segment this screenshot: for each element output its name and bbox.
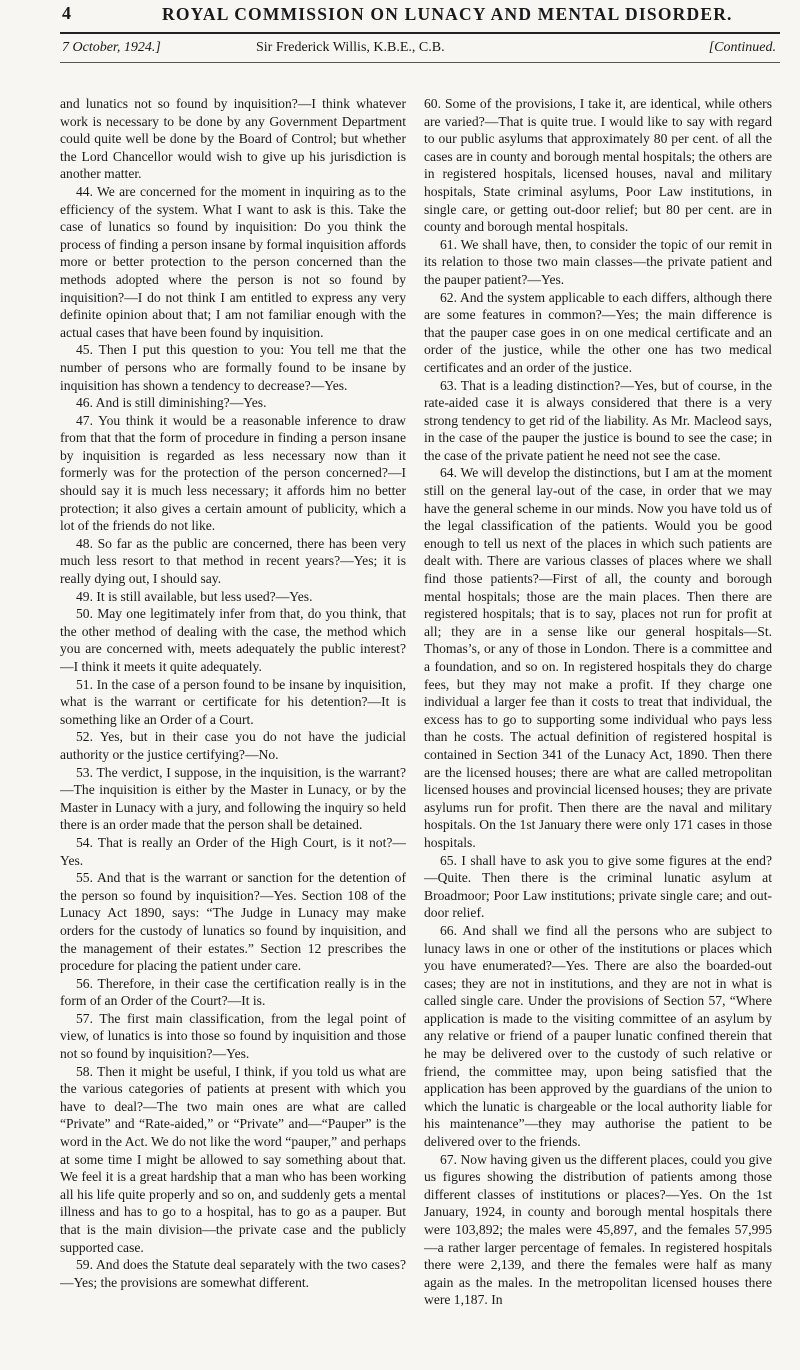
paragraph: 57. The first main classification, from the legal point of view, of lunatics is into those so found by inquisition and those not so found by inquisition?—Yes. xyxy=(60,1010,406,1062)
paragraph: 48. So far as the public are concerned, there has been very much less resort to that method in recent years?—Yes; it is really dying out, I should say. xyxy=(60,535,406,587)
right-text-column xyxy=(424,95,772,1363)
paragraph: 67. Now having given us the different places, could you give us figures showing the distribution of patients among those different classes of institutions or places?—Yes. On the 1st January, 1924, in county and borough mental hospitals there were 103,892; the males were 45,897, and the females 57,995—a rather larger percentage of females. In registered hospitals there were 2,139, and there the females were half as many again as the males. In the metropolitan licensed houses there were 1,187. In xyxy=(424,1151,772,1308)
subheader-rule xyxy=(60,62,780,63)
paragraph: 54. That is really an Order of the High Court, is it not?—Yes. xyxy=(60,834,406,868)
paragraph: 56. Therefore, in their case the certification really is in the form of an Order of the Court?—It is. xyxy=(60,975,406,1009)
paragraph: 63. That is a leading distinction?—Yes, but of course, in the rate-aided case it is always considered that there is a very strong tendency to get rid of the liability. As Mr. Macleod says, in the case of the pauper the justice is bound to see the case; in the case of the private patient he need not see the case. xyxy=(424,377,772,463)
paragraph: 45. Then I put this question to you: You tell me that the number of persons who are formally found to be insane by inquisition has shown a tendency to decrease?—Yes. xyxy=(60,342,406,393)
paragraph: 55. And that is the warrant or sanction for the detention of the person so found by inquisition?—Yes. Section 108 of the Lunacy Act 1890, says: “The Judge in Lunacy may make orders for the custody of lunatics so found by inquisition, and the management of their estates.” Section 12 prescribes the procedure for placing the patient under care. xyxy=(60,870,406,974)
paragraph: 64. We will develop the distinctions, but I am at the moment still on the general lay-out of the case, in order that we may have the general scheme in our minds. Now you have told us of the legal classification of the patients. Would you be good enough to tell us next of the places in which such patients are dealt with. There are various classes of places where we shall find those patients?—First of all, the county and borough mental hospitals; those are the main places. Then there are registered hospitals; that is to say, places not run for profit at all; they are in a sense like our general hospitals—St. Thomas’s, or any of those in London. There is a committee and a foundation, and so on. In registered hospitals they do charge fees, but they may not make a profit. If they charge one individual a larger fee than it costs to treat that individual, the excess has to go to supporting some individual who pays less than he costs. The actual definition of registered hospital is contained in Section 341 of the Lunacy Act, 1890. Then there are the licensed houses; there are what are called metropolitan licensed houses and provincial licensed houses; they are private asylums run for profit. Then there are the naval and military hospitals. On the 1st January there were only 171 cases in those hospitals. xyxy=(424,465,772,850)
header-rule xyxy=(60,32,780,34)
paragraph: 60. Some of the provisions, I take it, are identical, while others are varied?—That is quite true. I would like to say with regard to our public asylums that approximately 80 per cent. of all the cases are in county and borough mental hospitals; the others are in registered hospitals, licensed houses, naval and military hospitals, State criminal asylums, Poor Law institutions, in single care, or getting out-door relief; but 80 per cent. are in county and borough mental hospitals. xyxy=(424,96,772,235)
paragraph: 59. And does the Statute deal separately with the two cases?—Yes; the provisions are somewhat different. xyxy=(60,1257,406,1290)
session-date: 7 October, 1924.] xyxy=(62,40,161,55)
paragraph: 52. Yes, but in their case you do not have the judicial authority or the justice certifying?—No. xyxy=(60,729,406,762)
continued-marker: [Continued. xyxy=(708,40,776,55)
left-text-column xyxy=(60,95,406,1363)
page-header xyxy=(0,0,800,90)
paragraph: 62. And the system applicable to each differs, although there are some features in common?—Yes; the main difference is that the pauper case goes in on one medical certificate and an order of the justice, while the other one has two medical certificates and an order of the justice. xyxy=(424,289,772,375)
paragraph: 65. I shall have to ask you to give some figures at the end?—Quite. Then there is the criminal lunatic asylum at Broadmoor; Poor Law institutions; private single care; and out-door relief. xyxy=(424,852,772,921)
paragraph: 47. You think it would be a reasonable inference to draw from that that the form of procedure in finding a person insane by inquisition is regarded as less necessary now than it formerly was for the protection of the person concerned?—I should say it is much less necessary; it affords him no better protection; it also gives a certain amount of publicity, which a lot of the friends do not like. xyxy=(60,412,406,534)
paragraph: 58. Then it might be useful, I think, if you told us what are the various categories of patients at present with which you have to deal?—The two main ones are what are called “Private” and “Rate-aided,” or “Private” and—“Pauper” is the word in the Act. We do not like the word “pauper,” and perhaps at some time I might be allowed to say something about that. We feel it is a great hardship that a man who has been working all his life quite properly and so on, and suddenly gets a mental illness and has to go to a hospital, has to go as a pauper. But that is the main division—the private case and the publicly supported case. xyxy=(60,1063,406,1255)
paragraph: 51. In the case of a person found to be insane by inquisition, what is the warrant or certificate for his detention?—It is something like an Order of a Court. xyxy=(60,676,406,727)
witness-name: Sir Frederick Willis, K.B.E., C.B. xyxy=(256,40,445,55)
paragraph: 61. We shall have, then, to consider the topic of our remit in its relation to those two main classes—the private patient and the pauper patient?—Yes. xyxy=(424,236,772,287)
paragraph: 66. And shall we find all the persons who are subject to lunacy laws in one or other of the institutions or places which you have enumerated?—Yes. There are also the boarded-out cases; they are not in institutions, and they are not in what is called single care. Under the provisions of Section 57, “Where application is made to the visiting committee of an asylum by any relative or friend of a pauper lunatic confined therein that he may be delivered over to the custody of such relative or friend, the committee may, upon being satisfied that the application has been approved by the guardians of the union to which the lunatic is chargeable or the local authority liable for his maintenance”—they may authorise the patient to be delivered over to the friends. xyxy=(424,922,772,1150)
paragraph: and lunatics not so found by inquisition?—I think whatever work is necessary to be done by any Government Department could quite well be done by the Board of Control; but whether the Lord Chancellor would wish to give up his jurisdiction is another matter. xyxy=(60,96,406,182)
paragraph: 46. And is still diminishing?—Yes. xyxy=(76,395,267,411)
page-title: ROYAL COMMISSION ON LUNACY AND MENTAL DISORDER. xyxy=(162,4,733,24)
paragraph: 49. It is still available, but less used?—Yes. xyxy=(76,588,313,604)
page-number: 4 xyxy=(62,3,71,23)
paragraph: 53. The verdict, I suppose, in the inquisition, is the warrant?—The inquisition is either by the Master in Lunacy, or by the Master in Lunacy with a jury, and following the inquiry so held there is an order made that the person shall be detained. xyxy=(60,764,406,833)
paragraph: 50. May one legitimately infer from that, do you think, that the other method of dealing with the case, the method which you are concerned with, meets adequately the public interest?—I think it meets it quite adequately. xyxy=(60,606,406,674)
paragraph: 44. We are concerned for the moment in inquiring as to the efficiency of the system. What I want to ask is this. Take the case of lunatics so found by inquisition: Do you think the process of finding a person insane by formal inquisition affords more or better protection to the person concerned than the methods adopted where the person is not so found by inquisition?—I do not think I am entitled to express any very definite opinion about that; I am not familiar enough with the actual cases that have been found by inquisition. xyxy=(60,183,406,340)
